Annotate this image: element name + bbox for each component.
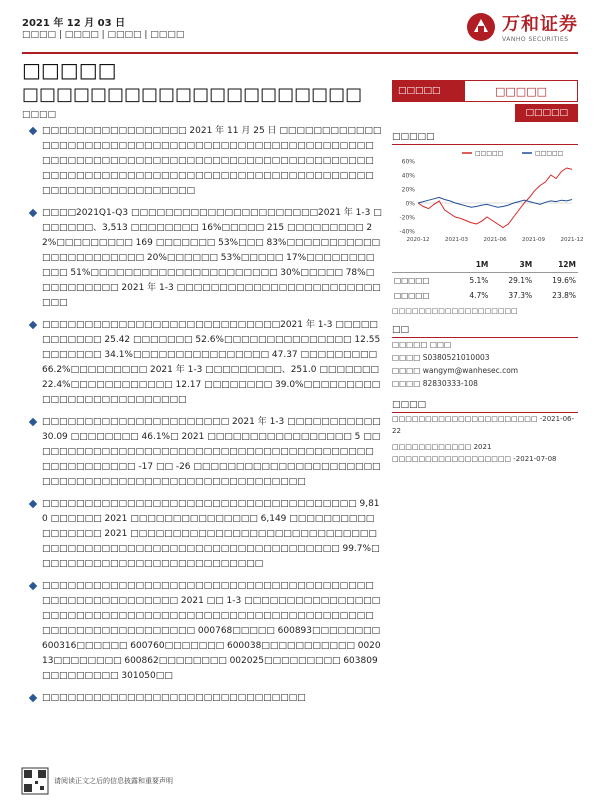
x-tick-label: 2021-03 <box>445 237 468 243</box>
diamond-bullet-icon <box>29 418 37 426</box>
performance-chart <box>392 147 584 251</box>
analyst-email: □□□□ wangym@wanhesec.com <box>392 366 519 375</box>
bullet-text: □□□□□□□□□□□□□□□□□□□□□□□□□□□ <box>76 693 306 703</box>
performance-table <box>392 257 578 303</box>
bullet-item <box>30 124 382 199</box>
table-cell: □□□□□ <box>394 276 430 285</box>
logo-icon <box>466 12 496 42</box>
table-row <box>392 288 578 303</box>
y-tick-label: 40% <box>401 172 415 180</box>
brand-logo <box>466 10 578 43</box>
industry-label: □□□□□ <box>392 80 464 102</box>
bullet-item <box>30 318 382 408</box>
page-subtitle: □□□□□□□□□□□□□□□□□□□□ <box>22 84 363 105</box>
analyst-phone: □□□□ 82830333-108 <box>392 379 478 388</box>
bullet-text: □□□□ 2021 年 11 月 25 日 □□□□□□□□□□□□□□□□□□□□□□□□□□□□□□□□□□□□□□□□□□□□□□□□□□□□□□□□□□□□□□□□□□□□□□□□□□□□□□□□□□□□□□□□□□□□□□□□□□□□□□□□□□□□□□□□□□□□□□□□□□□□□□□□□□□□□□□□□□□□□□□□□□□ <box>42 126 382 196</box>
y-tick-label: 60% <box>401 158 415 166</box>
y-tick-label: -20% <box>399 214 415 222</box>
table-cell: 5.1% <box>469 276 489 285</box>
y-tick-label: -40% <box>399 228 415 236</box>
x-tick-label: 2020-12 <box>406 237 430 243</box>
diamond-bullet-icon <box>29 321 37 329</box>
bullet-item <box>30 206 382 311</box>
table-header: 1M <box>454 257 490 273</box>
report-tags: □□□□ | □□□□ | □□□□ | □□□□ <box>22 30 185 40</box>
x-tick-label: 2021-09 <box>522 237 545 243</box>
bullet-text: □□□□□□□□□□2021 年 1-3 □□□□□□□□□□□□ 25.42 □□□□□□□ 52.6%□□□□□□□□□□□□□□□ 12.55 □□□□□□□ 34.1%□□□□□□□□□□□□□□□□ 47.37 □□□□□□□□□ 66.2%□□□□□□□□□ 2021 年 1-3 □□□□□□□□□、251.0 □□□□□□□ 22.4%□□□□□□□□□□□□ 12.17 □□□□□□□□ 39.0%□□□□□□□□□□□□□□□□□□□□□□□□□□ <box>42 320 381 405</box>
header-divider <box>22 52 578 54</box>
related-title: □□□□ <box>392 400 578 413</box>
bullet-lead: □□□□□□□□□□□□□ <box>42 126 153 136</box>
bullet-text: □□□□□□□□□□□□□□□□□□□□□□□□□□□□□□□□□□□□ 2021 □□ 1-3 □□□□□□□□□□□□□□□□□□□□□□□□□□□□□□□□□□□□□□□□□□□□□□□□□□□□□□□□□□□□□□□□□□□□□□□□□ 000768□□□□□ 600893□□□□□□□□ 600316□□□□□□ 600760□□□□□□□ 600038□□□□□□□□□□□ 002013□□□□□□□□ 600862□□□□□□□□ 002025□□□□□□□□□ 603809□□□□□□□□□ 301050□□ <box>42 581 381 681</box>
analyst-license: □□□□ S0380521010003 <box>392 353 490 362</box>
table-cell: □□□□□ <box>394 291 430 300</box>
table-note: □□□□□□□□□□□□□□□□□□□ <box>392 307 518 315</box>
bullet-text: □□□□□ 2021 年 1-3 □□□□□□□□□□□ 30.09 □□□□□□□□ 46.1%□ 2021 □□□□□□□□□□□□□□□□□ 5 □□□□□□□□□□□□□□□□□□□□□□□□□□□□□□□□□□□□□□□□□□□□□□□□□□□□ -17 □□ -26 □□□□□□□□□□□□□□□□□□□□□□□□□□□□□□□□□□□□□□□□□□□□□□□□□□□□□ <box>42 417 381 487</box>
diamond-bullet-icon <box>29 500 37 508</box>
y-tick-label: 20% <box>401 186 415 194</box>
section-tag: □□□□ <box>22 110 57 120</box>
bullet-item <box>30 691 382 706</box>
table-cell: 23.8% <box>552 291 576 300</box>
diamond-bullet-icon <box>29 127 37 135</box>
series-line <box>418 197 572 207</box>
diamond-bullet-icon <box>29 694 37 702</box>
sidebar <box>392 80 584 469</box>
rating-sub-label: □□□□□ <box>515 104 578 122</box>
bullet-text: □□□□□□□□□□□□□□□□□ 9,810 □□□□□□ 2021 □□□□□□□□□□□□□□□ 6,149 □□□□□□□□□□□□□□□□□ 2021 □□□□□□□□□□□□□□□□□□□□□□□□□□□□□□□□□□□□□□□□□□□□□□□□□□□□□□□□□□□□□□□□ 99.7%□□□□□□□□□□□□□□□□□□□□□□□□□□□ <box>42 499 380 569</box>
analyst-title: □□ <box>392 325 578 338</box>
qr-code-icon <box>22 768 48 794</box>
table-header-row <box>392 257 578 273</box>
table-cell: 37.3% <box>508 291 533 300</box>
table-cell: 4.7% <box>469 291 489 300</box>
table-header <box>392 257 454 273</box>
related-report-link[interactable]: □□□□□□□□□□□□ 2021 □□□□□□□□□□□□□□□□□□ -2021-07-08 <box>392 443 557 463</box>
bullet-lead: □□□□□□□□□□□□□□□□□□□□ <box>42 499 213 509</box>
table-cell: 19.6% <box>552 276 576 285</box>
report-body <box>30 124 382 713</box>
table-header: 12M <box>534 257 578 273</box>
performance-chart-svg <box>392 147 584 247</box>
bullet-lead: □□□□ <box>42 693 77 703</box>
page-title: □□□□□ <box>22 58 117 82</box>
table-row <box>392 273 578 289</box>
table-header: 3M <box>490 257 534 273</box>
rating-header <box>392 80 578 102</box>
bullet-lead: □□□□□□□□□□□□□□□□□□ <box>42 320 196 330</box>
bullet-text: 2021Q1-Q3 □□□□□□□□□□□□□□□□□□□□□□2021 年 1-3 □□□□□□□、3,513 □□□□□□□□ 16%□□□□□ 215 □□□□□□□□□ 22%□□□□□□□□□ 169 □□□□□□□ 53%□□□ 83%□□□□□□□□□□□□□□□□□□□□□□□ 20%□□□□□□ 53%□□□□□ 17%□□□□□□□□□□□ 51%□□□□□□□□□□□□□□□□□□□□□□ 30%□□□□□ 78%□□□□□□□□□□ 2021 年 1-3 □□□□□□□□□□□□□□□□□□□□□□□□□□□ <box>42 208 382 308</box>
bullet-lead: □□□□□□□□□□□□□□□□□□□ <box>42 581 204 591</box>
rating-sub <box>392 104 578 122</box>
logo-text-en: VANHO SECURITIES <box>502 36 569 43</box>
bullet-lead: □□□□ <box>42 208 77 218</box>
related-report-link[interactable]: □□□□□□□□□□□□□□□□□□□□□□ -2021-06-22 <box>392 415 575 435</box>
y-tick-label: 0% <box>405 200 415 208</box>
diamond-bullet-icon <box>29 209 37 217</box>
x-tick-label: 2021-12 <box>560 237 584 243</box>
logo-text-cn: 万和证券 <box>502 14 578 35</box>
bullet-lead: □□□□□□□□□□□□□□□□□ <box>42 417 187 427</box>
report-date: 2021 年 12 月 03 日 <box>22 18 126 29</box>
chart-title: □□□□□ <box>392 132 578 145</box>
diamond-bullet-icon <box>29 582 37 590</box>
footer-text: 请阅读正文之后的信息披露和重要声明 <box>54 777 173 785</box>
x-tick-label: 2021-06 <box>483 237 507 243</box>
bullet-item <box>30 579 382 684</box>
rating-label: □□□□□ <box>464 80 578 102</box>
bullet-item <box>30 415 382 490</box>
table-cell: 29.1% <box>508 276 533 285</box>
legend-label: □□□□□ <box>475 150 504 157</box>
legend-label: □□□□□ <box>535 150 564 157</box>
bullet-item <box>30 497 382 572</box>
analyst-name: □□□□□ □□□ <box>392 340 452 349</box>
footer <box>22 768 173 794</box>
